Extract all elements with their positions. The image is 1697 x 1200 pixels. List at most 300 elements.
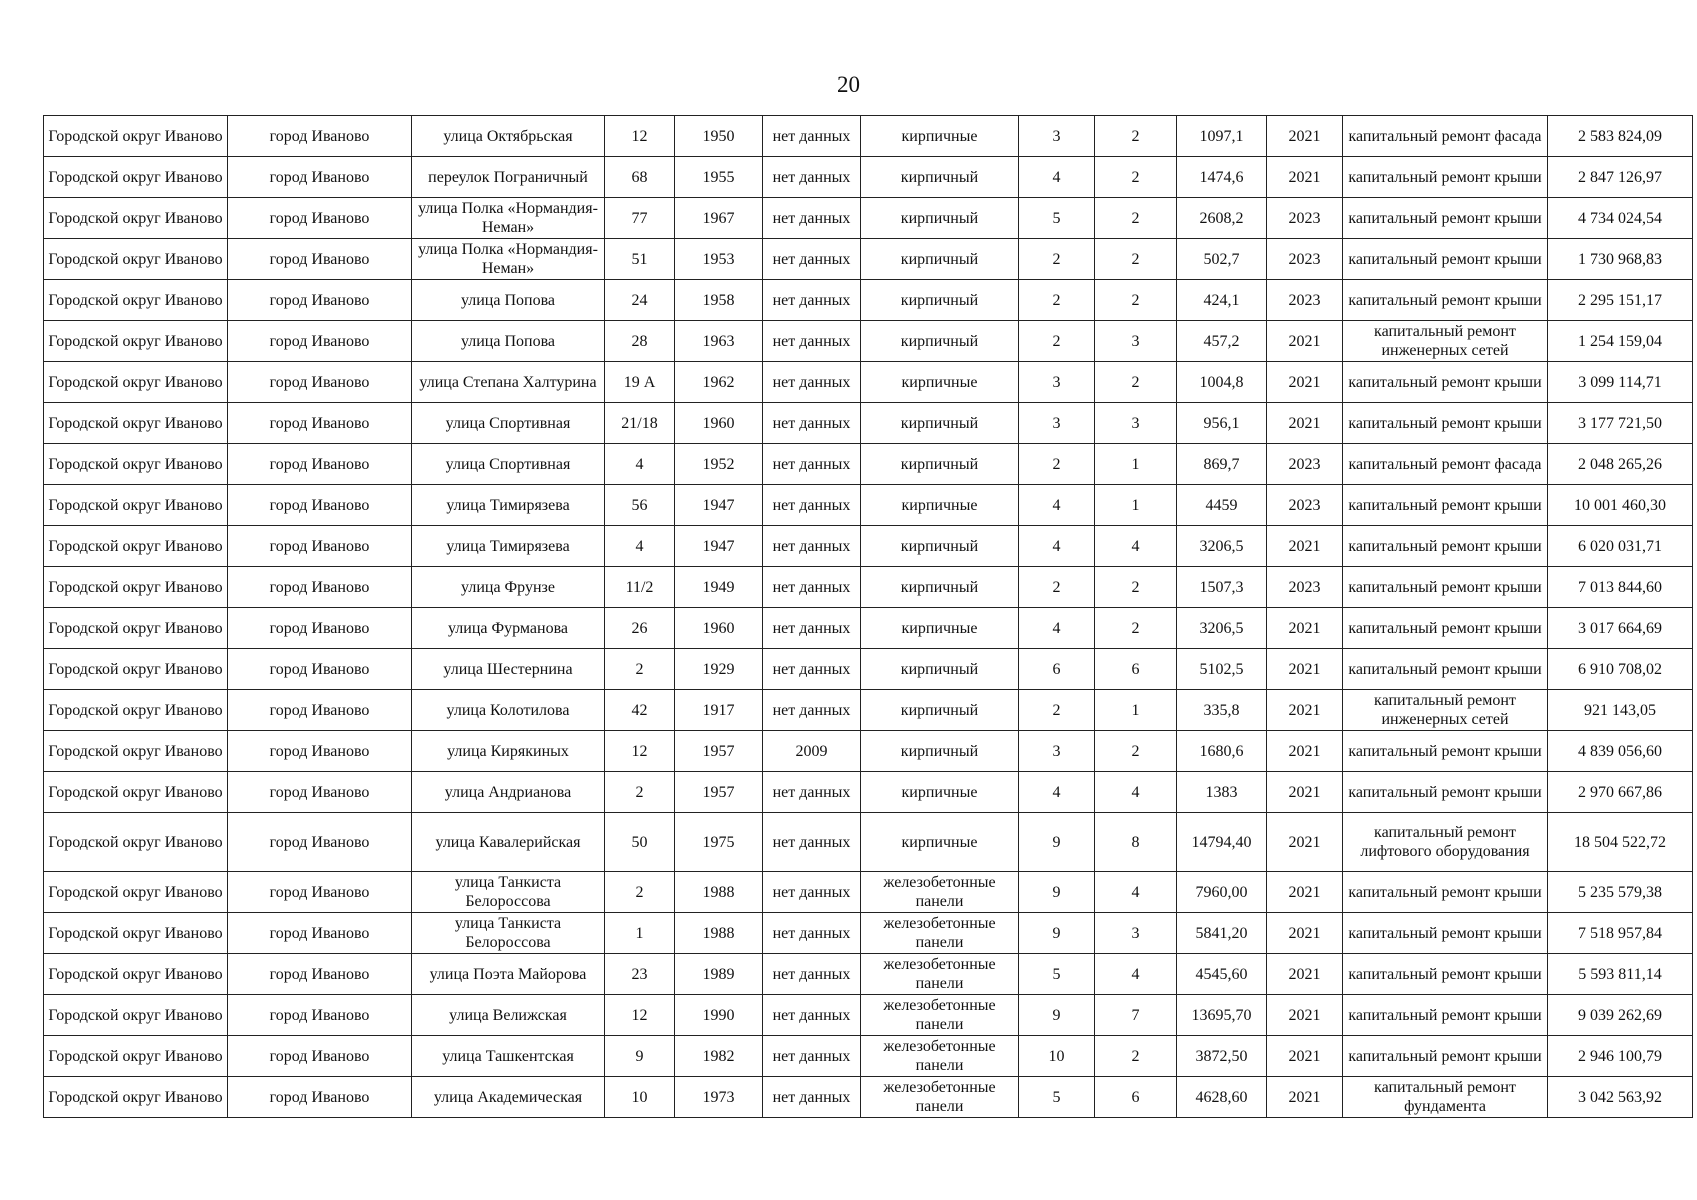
municipality-cell: Городской округ Иваново bbox=[44, 772, 228, 813]
floors-cell: 3 bbox=[1019, 362, 1095, 403]
floors-cell: 3 bbox=[1019, 731, 1095, 772]
build-year-cell: 1950 bbox=[675, 116, 763, 157]
work-type-cell: капитальный ремонт крыши bbox=[1343, 772, 1548, 813]
area-cell: 869,7 bbox=[1177, 444, 1267, 485]
plan-year-cell: 2021 bbox=[1267, 649, 1343, 690]
floors-cell: 3 bbox=[1019, 116, 1095, 157]
build-year-cell: 1929 bbox=[675, 649, 763, 690]
settlement-cell: город Иваново bbox=[228, 954, 412, 995]
entrances-cell: 4 bbox=[1095, 526, 1177, 567]
area-cell: 1507,3 bbox=[1177, 567, 1267, 608]
area-cell: 457,2 bbox=[1177, 321, 1267, 362]
build-year-cell: 1957 bbox=[675, 731, 763, 772]
overhaul-year-cell: нет данных bbox=[763, 485, 861, 526]
street-cell: улица Степана Халтурина bbox=[412, 362, 605, 403]
house-number-cell: 68 bbox=[605, 157, 675, 198]
house-number-cell: 2 bbox=[605, 649, 675, 690]
cost-cell: 921 143,05 bbox=[1548, 690, 1693, 731]
plan-year-cell: 2021 bbox=[1267, 321, 1343, 362]
cost-cell: 5 593 811,14 bbox=[1548, 954, 1693, 995]
entrances-cell: 2 bbox=[1095, 608, 1177, 649]
wall-material-cell: железобетонные панели bbox=[861, 1077, 1019, 1118]
overhaul-year-cell: нет данных bbox=[763, 608, 861, 649]
municipality-cell: Городской округ Иваново bbox=[44, 1077, 228, 1118]
wall-material-cell: железобетонные панели bbox=[861, 872, 1019, 913]
work-type-cell: капитальный ремонт крыши bbox=[1343, 485, 1548, 526]
municipality-cell: Городской округ Иваново bbox=[44, 954, 228, 995]
settlement-cell: город Иваново bbox=[228, 1036, 412, 1077]
page-number: 20 bbox=[837, 72, 860, 97]
area-cell: 14794,40 bbox=[1177, 813, 1267, 872]
build-year-cell: 1953 bbox=[675, 239, 763, 280]
plan-year-cell: 2021 bbox=[1267, 526, 1343, 567]
municipality-cell: Городской округ Иваново bbox=[44, 157, 228, 198]
area-cell: 3206,5 bbox=[1177, 526, 1267, 567]
table-row bbox=[44, 1036, 1693, 1077]
cost-cell: 1 254 159,04 bbox=[1548, 321, 1693, 362]
municipality-cell: Городской округ Иваново bbox=[44, 913, 228, 954]
house-number-cell: 56 bbox=[605, 485, 675, 526]
table-row bbox=[44, 567, 1693, 608]
wall-material-cell: кирпичный bbox=[861, 526, 1019, 567]
street-cell: улица Танкиста Белороссова bbox=[412, 872, 605, 913]
table-row bbox=[44, 157, 1693, 198]
cost-cell: 2 946 100,79 bbox=[1548, 1036, 1693, 1077]
street-cell: улица Андрианова bbox=[412, 772, 605, 813]
wall-material-cell: кирпичный bbox=[861, 649, 1019, 690]
build-year-cell: 1975 bbox=[675, 813, 763, 872]
wall-material-cell: кирпичный bbox=[861, 690, 1019, 731]
build-year-cell: 1990 bbox=[675, 995, 763, 1036]
municipality-cell: Городской округ Иваново bbox=[44, 485, 228, 526]
street-cell: улица Спортивная bbox=[412, 444, 605, 485]
plan-year-cell: 2023 bbox=[1267, 444, 1343, 485]
work-type-cell: капитальный ремонт крыши bbox=[1343, 872, 1548, 913]
wall-material-cell: кирпичный bbox=[861, 198, 1019, 239]
table-row bbox=[44, 813, 1693, 872]
cost-cell: 3 177 721,50 bbox=[1548, 403, 1693, 444]
plan-year-cell: 2021 bbox=[1267, 116, 1343, 157]
area-cell: 335,8 bbox=[1177, 690, 1267, 731]
work-type-cell: капитальный ремонт крыши bbox=[1343, 649, 1548, 690]
cost-cell: 7 518 957,84 bbox=[1548, 913, 1693, 954]
municipality-cell: Городской округ Иваново bbox=[44, 321, 228, 362]
house-number-cell: 4 bbox=[605, 444, 675, 485]
house-number-cell: 2 bbox=[605, 772, 675, 813]
street-cell: улица Шестернина bbox=[412, 649, 605, 690]
municipality-cell: Городской округ Иваново bbox=[44, 813, 228, 872]
area-cell: 1004,8 bbox=[1177, 362, 1267, 403]
build-year-cell: 1952 bbox=[675, 444, 763, 485]
cost-cell: 9 039 262,69 bbox=[1548, 995, 1693, 1036]
work-type-cell: капитальный ремонт инженерных сетей bbox=[1343, 321, 1548, 362]
municipality-cell: Городской округ Иваново bbox=[44, 280, 228, 321]
street-cell: улица Ташкентская bbox=[412, 1036, 605, 1077]
cost-cell: 6 020 031,71 bbox=[1548, 526, 1693, 567]
settlement-cell: город Иваново bbox=[228, 731, 412, 772]
area-cell: 4545,60 bbox=[1177, 954, 1267, 995]
table-row bbox=[44, 444, 1693, 485]
overhaul-year-cell: нет данных bbox=[763, 403, 861, 444]
table-row bbox=[44, 526, 1693, 567]
municipality-cell: Городской округ Иваново bbox=[44, 198, 228, 239]
work-type-cell: капитальный ремонт крыши bbox=[1343, 239, 1548, 280]
plan-year-cell: 2021 bbox=[1267, 362, 1343, 403]
municipality-cell: Городской округ Иваново bbox=[44, 995, 228, 1036]
municipality-cell: Городской округ Иваново bbox=[44, 403, 228, 444]
floors-cell: 9 bbox=[1019, 995, 1095, 1036]
municipality-cell: Городской округ Иваново bbox=[44, 362, 228, 403]
build-year-cell: 1963 bbox=[675, 321, 763, 362]
table-row bbox=[44, 872, 1693, 913]
build-year-cell: 1973 bbox=[675, 1077, 763, 1118]
cost-cell: 2 295 151,17 bbox=[1548, 280, 1693, 321]
plan-year-cell: 2021 bbox=[1267, 608, 1343, 649]
plan-year-cell: 2021 bbox=[1267, 690, 1343, 731]
municipality-cell: Городской округ Иваново bbox=[44, 872, 228, 913]
entrances-cell: 7 bbox=[1095, 995, 1177, 1036]
entrances-cell: 1 bbox=[1095, 444, 1177, 485]
street-cell: улица Попова bbox=[412, 321, 605, 362]
wall-material-cell: кирпичный bbox=[861, 239, 1019, 280]
table-row bbox=[44, 649, 1693, 690]
overhaul-year-cell: нет данных bbox=[763, 954, 861, 995]
area-cell: 13695,70 bbox=[1177, 995, 1267, 1036]
settlement-cell: город Иваново bbox=[228, 198, 412, 239]
municipality-cell: Городской округ Иваново bbox=[44, 567, 228, 608]
work-type-cell: капитальный ремонт крыши bbox=[1343, 1036, 1548, 1077]
plan-year-cell: 2021 bbox=[1267, 403, 1343, 444]
house-number-cell: 11/2 bbox=[605, 567, 675, 608]
house-number-cell: 4 bbox=[605, 526, 675, 567]
house-number-cell: 10 bbox=[605, 1077, 675, 1118]
street-cell: улица Тимирязева bbox=[412, 526, 605, 567]
street-cell: улица Поэта Майорова bbox=[412, 954, 605, 995]
area-cell: 1474,6 bbox=[1177, 157, 1267, 198]
work-type-cell: капитальный ремонт фасада bbox=[1343, 116, 1548, 157]
build-year-cell: 1949 bbox=[675, 567, 763, 608]
plan-year-cell: 2023 bbox=[1267, 567, 1343, 608]
entrances-cell: 2 bbox=[1095, 362, 1177, 403]
settlement-cell: город Иваново bbox=[228, 157, 412, 198]
plan-year-cell: 2021 bbox=[1267, 813, 1343, 872]
municipality-cell: Городской округ Иваново bbox=[44, 1036, 228, 1077]
house-number-cell: 50 bbox=[605, 813, 675, 872]
plan-year-cell: 2023 bbox=[1267, 198, 1343, 239]
floors-cell: 5 bbox=[1019, 1077, 1095, 1118]
area-cell: 3206,5 bbox=[1177, 608, 1267, 649]
work-type-cell: капитальный ремонт крыши bbox=[1343, 362, 1548, 403]
area-cell: 5841,20 bbox=[1177, 913, 1267, 954]
overhaul-year-cell: нет данных bbox=[763, 116, 861, 157]
cost-cell: 6 910 708,02 bbox=[1548, 649, 1693, 690]
plan-year-cell: 2021 bbox=[1267, 772, 1343, 813]
wall-material-cell: железобетонные панели bbox=[861, 1036, 1019, 1077]
house-number-cell: 19 А bbox=[605, 362, 675, 403]
floors-cell: 6 bbox=[1019, 649, 1095, 690]
table-row bbox=[44, 280, 1693, 321]
entrances-cell: 2 bbox=[1095, 1036, 1177, 1077]
entrances-cell: 4 bbox=[1095, 872, 1177, 913]
entrances-cell: 3 bbox=[1095, 321, 1177, 362]
floors-cell: 9 bbox=[1019, 872, 1095, 913]
settlement-cell: город Иваново bbox=[228, 649, 412, 690]
overhaul-year-cell: нет данных bbox=[763, 198, 861, 239]
overhaul-year-cell: нет данных bbox=[763, 239, 861, 280]
house-number-cell: 23 bbox=[605, 954, 675, 995]
house-number-cell: 28 bbox=[605, 321, 675, 362]
settlement-cell: город Иваново bbox=[228, 913, 412, 954]
area-cell: 7960,00 bbox=[1177, 872, 1267, 913]
wall-material-cell: кирпичный bbox=[861, 731, 1019, 772]
plan-year-cell: 2023 bbox=[1267, 280, 1343, 321]
table-row bbox=[44, 321, 1693, 362]
wall-material-cell: кирпичные bbox=[861, 608, 1019, 649]
settlement-cell: город Иваново bbox=[228, 813, 412, 872]
floors-cell: 2 bbox=[1019, 444, 1095, 485]
wall-material-cell: кирпичный bbox=[861, 444, 1019, 485]
municipality-cell: Городской округ Иваново bbox=[44, 731, 228, 772]
house-number-cell: 51 bbox=[605, 239, 675, 280]
plan-year-cell: 2021 bbox=[1267, 1036, 1343, 1077]
wall-material-cell: кирпичный bbox=[861, 280, 1019, 321]
house-number-cell: 21/18 bbox=[605, 403, 675, 444]
plan-year-cell: 2021 bbox=[1267, 995, 1343, 1036]
wall-material-cell: кирпичные bbox=[861, 116, 1019, 157]
settlement-cell: город Иваново bbox=[228, 567, 412, 608]
build-year-cell: 1988 bbox=[675, 913, 763, 954]
entrances-cell: 2 bbox=[1095, 567, 1177, 608]
table-row bbox=[44, 239, 1693, 280]
house-number-cell: 42 bbox=[605, 690, 675, 731]
house-number-cell: 12 bbox=[605, 116, 675, 157]
wall-material-cell: кирпичный bbox=[861, 567, 1019, 608]
plan-year-cell: 2021 bbox=[1267, 731, 1343, 772]
entrances-cell: 2 bbox=[1095, 731, 1177, 772]
floors-cell: 10 bbox=[1019, 1036, 1095, 1077]
table-body bbox=[44, 116, 1693, 1118]
overhaul-year-cell: нет данных bbox=[763, 567, 861, 608]
work-type-cell: капитальный ремонт крыши bbox=[1343, 913, 1548, 954]
overhaul-year-cell: нет данных bbox=[763, 649, 861, 690]
street-cell: улица Танкиста Белороссова bbox=[412, 913, 605, 954]
build-year-cell: 1982 bbox=[675, 1036, 763, 1077]
area-cell: 1097,1 bbox=[1177, 116, 1267, 157]
area-cell: 4628,60 bbox=[1177, 1077, 1267, 1118]
street-cell: улица Спортивная bbox=[412, 403, 605, 444]
cost-cell: 2 583 824,09 bbox=[1548, 116, 1693, 157]
municipality-cell: Городской округ Иваново bbox=[44, 526, 228, 567]
entrances-cell: 3 bbox=[1095, 403, 1177, 444]
entrances-cell: 6 bbox=[1095, 649, 1177, 690]
plan-year-cell: 2023 bbox=[1267, 239, 1343, 280]
cost-cell: 1 730 968,83 bbox=[1548, 239, 1693, 280]
work-type-cell: капитальный ремонт фасада bbox=[1343, 444, 1548, 485]
work-type-cell: капитальный ремонт крыши bbox=[1343, 995, 1548, 1036]
street-cell: переулок Пограничный bbox=[412, 157, 605, 198]
area-cell: 424,1 bbox=[1177, 280, 1267, 321]
floors-cell: 4 bbox=[1019, 772, 1095, 813]
entrances-cell: 1 bbox=[1095, 485, 1177, 526]
work-type-cell: капитальный ремонт крыши bbox=[1343, 403, 1548, 444]
area-cell: 4459 bbox=[1177, 485, 1267, 526]
settlement-cell: город Иваново bbox=[228, 608, 412, 649]
area-cell: 1680,6 bbox=[1177, 731, 1267, 772]
municipality-cell: Городской округ Иваново bbox=[44, 444, 228, 485]
overhaul-year-cell: нет данных bbox=[763, 321, 861, 362]
plan-year-cell: 2023 bbox=[1267, 485, 1343, 526]
street-cell: улица Кирякиных bbox=[412, 731, 605, 772]
overhaul-year-cell: нет данных bbox=[763, 995, 861, 1036]
floors-cell: 2 bbox=[1019, 567, 1095, 608]
area-cell: 3872,50 bbox=[1177, 1036, 1267, 1077]
street-cell: улица Попова bbox=[412, 280, 605, 321]
wall-material-cell: кирпичный bbox=[861, 403, 1019, 444]
floors-cell: 2 bbox=[1019, 280, 1095, 321]
work-type-cell: капитальный ремонт крыши bbox=[1343, 280, 1548, 321]
cost-cell: 3 017 664,69 bbox=[1548, 608, 1693, 649]
overhaul-year-cell: нет данных bbox=[763, 872, 861, 913]
street-cell: улица Полка «Нормандия-Неман» bbox=[412, 198, 605, 239]
street-cell: улица Октябрьская bbox=[412, 116, 605, 157]
cost-cell: 3 099 114,71 bbox=[1548, 362, 1693, 403]
cost-cell: 10 001 460,30 bbox=[1548, 485, 1693, 526]
floors-cell: 2 bbox=[1019, 690, 1095, 731]
floors-cell: 9 bbox=[1019, 813, 1095, 872]
entrances-cell: 2 bbox=[1095, 239, 1177, 280]
wall-material-cell: кирпичный bbox=[861, 321, 1019, 362]
house-number-cell: 2 bbox=[605, 872, 675, 913]
cost-cell: 3 042 563,92 bbox=[1548, 1077, 1693, 1118]
municipality-cell: Городской округ Иваново bbox=[44, 690, 228, 731]
settlement-cell: город Иваново bbox=[228, 444, 412, 485]
settlement-cell: город Иваново bbox=[228, 485, 412, 526]
cost-cell: 2 847 126,97 bbox=[1548, 157, 1693, 198]
build-year-cell: 1967 bbox=[675, 198, 763, 239]
table-row bbox=[44, 608, 1693, 649]
work-type-cell: капитальный ремонт крыши bbox=[1343, 731, 1548, 772]
house-number-cell: 9 bbox=[605, 1036, 675, 1077]
plan-year-cell: 2021 bbox=[1267, 1077, 1343, 1118]
settlement-cell: город Иваново bbox=[228, 280, 412, 321]
cost-cell: 5 235 579,38 bbox=[1548, 872, 1693, 913]
cost-cell: 4 734 024,54 bbox=[1548, 198, 1693, 239]
wall-material-cell: кирпичные bbox=[861, 362, 1019, 403]
floors-cell: 4 bbox=[1019, 608, 1095, 649]
entrances-cell: 2 bbox=[1095, 280, 1177, 321]
table-row bbox=[44, 913, 1693, 954]
table-row bbox=[44, 690, 1693, 731]
wall-material-cell: кирпичные bbox=[861, 485, 1019, 526]
wall-material-cell: железобетонные панели bbox=[861, 995, 1019, 1036]
settlement-cell: город Иваново bbox=[228, 403, 412, 444]
cost-cell: 2 970 667,86 bbox=[1548, 772, 1693, 813]
street-cell: улица Полка «Нормандия-Неман» bbox=[412, 239, 605, 280]
overhaul-year-cell: нет данных bbox=[763, 362, 861, 403]
settlement-cell: город Иваново bbox=[228, 321, 412, 362]
street-cell: улица Кавалерийская bbox=[412, 813, 605, 872]
build-year-cell: 1947 bbox=[675, 526, 763, 567]
entrances-cell: 1 bbox=[1095, 690, 1177, 731]
wall-material-cell: железобетонные панели bbox=[861, 954, 1019, 995]
build-year-cell: 1960 bbox=[675, 403, 763, 444]
overhaul-year-cell: нет данных bbox=[763, 813, 861, 872]
table-row bbox=[44, 1077, 1693, 1118]
work-type-cell: капитальный ремонт крыши bbox=[1343, 954, 1548, 995]
settlement-cell: город Иваново bbox=[228, 690, 412, 731]
entrances-cell: 2 bbox=[1095, 116, 1177, 157]
house-number-cell: 12 bbox=[605, 995, 675, 1036]
build-year-cell: 1947 bbox=[675, 485, 763, 526]
municipality-cell: Городской округ Иваново bbox=[44, 239, 228, 280]
municipality-cell: Городской округ Иваново bbox=[44, 649, 228, 690]
settlement-cell: город Иваново bbox=[228, 872, 412, 913]
floors-cell: 4 bbox=[1019, 485, 1095, 526]
floors-cell: 3 bbox=[1019, 403, 1095, 444]
plan-year-cell: 2021 bbox=[1267, 872, 1343, 913]
floors-cell: 4 bbox=[1019, 157, 1095, 198]
overhaul-year-cell: нет данных bbox=[763, 913, 861, 954]
build-year-cell: 1962 bbox=[675, 362, 763, 403]
floors-cell: 5 bbox=[1019, 954, 1095, 995]
work-type-cell: капитальный ремонт крыши bbox=[1343, 157, 1548, 198]
house-number-cell: 12 bbox=[605, 731, 675, 772]
entrances-cell: 3 bbox=[1095, 913, 1177, 954]
municipality-cell: Городской округ Иваново bbox=[44, 608, 228, 649]
entrances-cell: 6 bbox=[1095, 1077, 1177, 1118]
street-cell: улица Велижская bbox=[412, 995, 605, 1036]
plan-year-cell: 2021 bbox=[1267, 913, 1343, 954]
build-year-cell: 1989 bbox=[675, 954, 763, 995]
build-year-cell: 1988 bbox=[675, 872, 763, 913]
overhaul-year-cell: нет данных bbox=[763, 1036, 861, 1077]
wall-material-cell: кирпичные bbox=[861, 772, 1019, 813]
entrances-cell: 8 bbox=[1095, 813, 1177, 872]
repair-program-table bbox=[43, 115, 1693, 1118]
cost-cell: 18 504 522,72 bbox=[1548, 813, 1693, 872]
house-number-cell: 26 bbox=[605, 608, 675, 649]
street-cell: улица Академическая bbox=[412, 1077, 605, 1118]
settlement-cell: город Иваново bbox=[228, 1077, 412, 1118]
street-cell: улица Фурманова bbox=[412, 608, 605, 649]
overhaul-year-cell: нет данных bbox=[763, 1077, 861, 1118]
table-row bbox=[44, 995, 1693, 1036]
entrances-cell: 4 bbox=[1095, 954, 1177, 995]
entrances-cell: 4 bbox=[1095, 772, 1177, 813]
wall-material-cell: кирпичные bbox=[861, 813, 1019, 872]
area-cell: 502,7 bbox=[1177, 239, 1267, 280]
wall-material-cell: кирпичный bbox=[861, 157, 1019, 198]
settlement-cell: город Иваново bbox=[228, 239, 412, 280]
table-row bbox=[44, 198, 1693, 239]
table-row bbox=[44, 403, 1693, 444]
overhaul-year-cell: нет данных bbox=[763, 157, 861, 198]
entrances-cell: 2 bbox=[1095, 198, 1177, 239]
house-number-cell: 24 bbox=[605, 280, 675, 321]
build-year-cell: 1957 bbox=[675, 772, 763, 813]
overhaul-year-cell: нет данных bbox=[763, 772, 861, 813]
area-cell: 2608,2 bbox=[1177, 198, 1267, 239]
work-type-cell: капитальный ремонт крыши bbox=[1343, 526, 1548, 567]
build-year-cell: 1955 bbox=[675, 157, 763, 198]
table-row bbox=[44, 731, 1693, 772]
area-cell: 5102,5 bbox=[1177, 649, 1267, 690]
settlement-cell: город Иваново bbox=[228, 362, 412, 403]
settlement-cell: город Иваново bbox=[228, 116, 412, 157]
cost-cell: 7 013 844,60 bbox=[1548, 567, 1693, 608]
work-type-cell: капитальный ремонт лифтового оборудования bbox=[1343, 813, 1548, 872]
plan-year-cell: 2021 bbox=[1267, 157, 1343, 198]
